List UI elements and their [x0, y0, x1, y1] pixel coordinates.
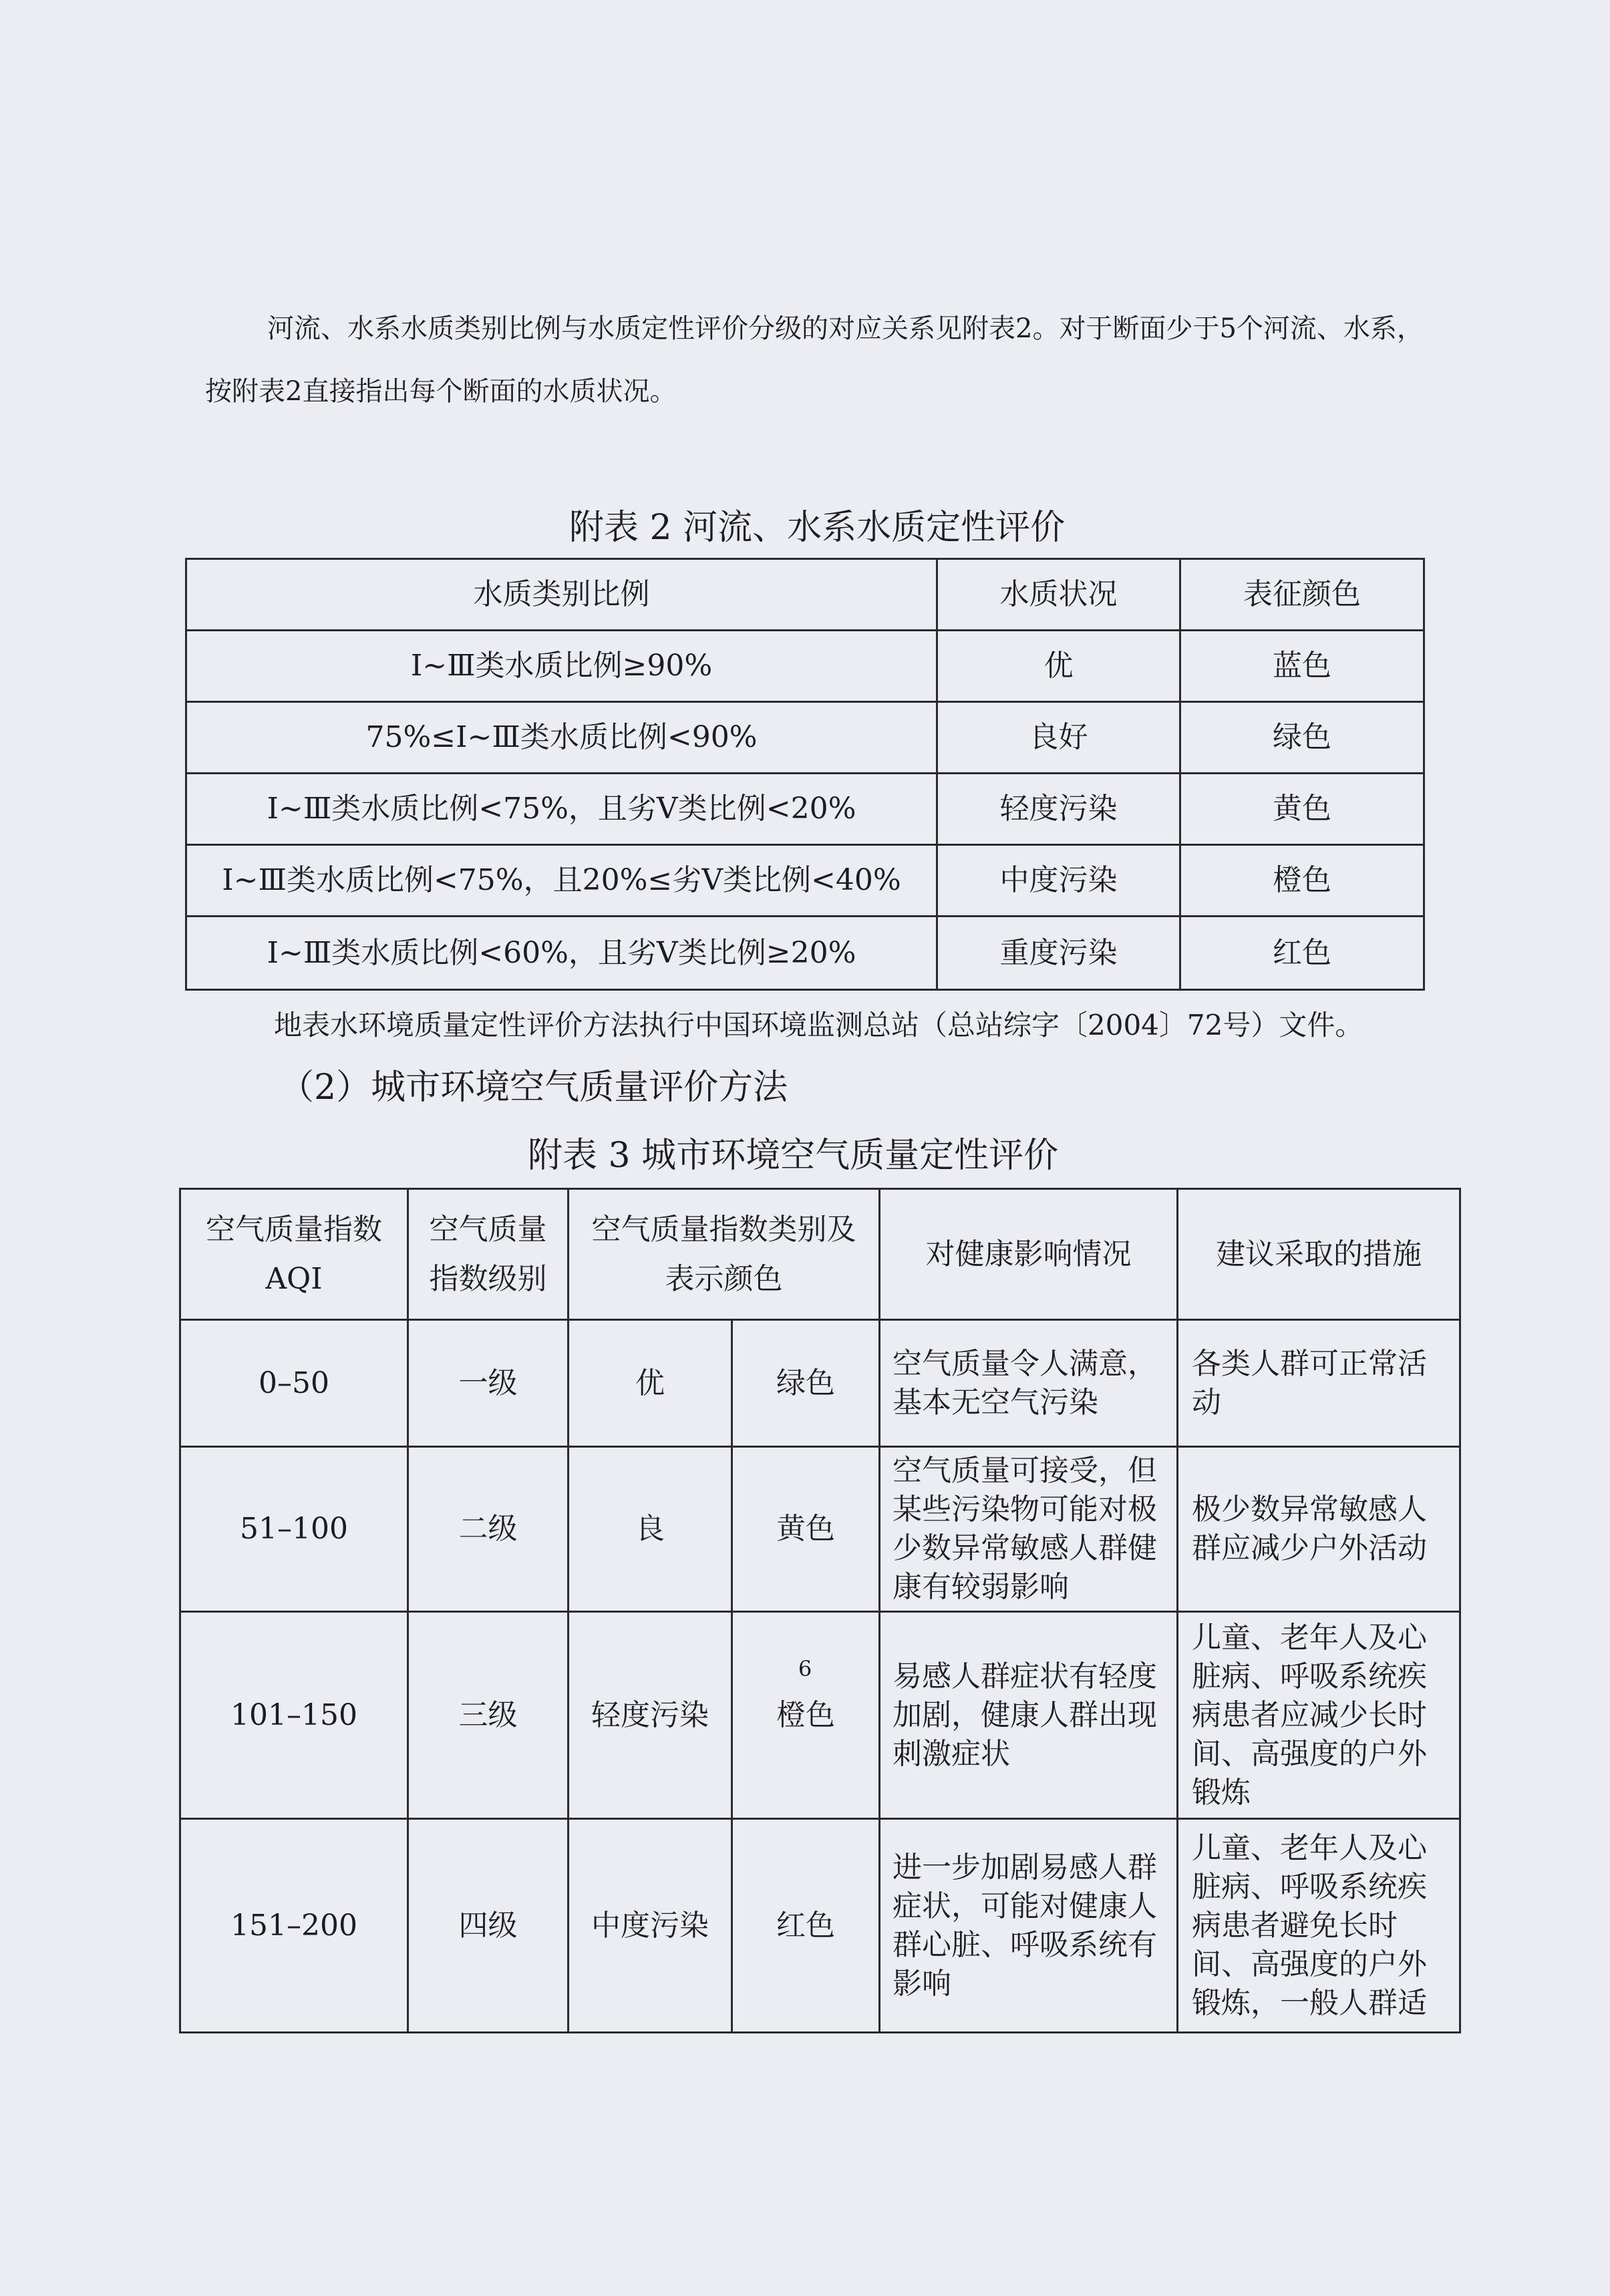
section-heading: （2）城市环境空气质量评价方法: [279, 1068, 788, 1108]
table2-cell-status: 优: [937, 631, 1180, 702]
table3-header-aqi: [180, 1189, 408, 1320]
table3-header-category: [569, 1189, 880, 1320]
table3-cell-level: 三级: [408, 1612, 569, 1819]
table3-cell-aqi: 0–50: [180, 1320, 408, 1447]
table3-cell-category: 优: [569, 1320, 732, 1447]
table2-header-color: 表征颜色: [1180, 559, 1424, 631]
table2-cell-ratio: Ⅰ~Ⅲ类水质比例<75%，且劣Ⅴ类比例<20%: [186, 774, 937, 845]
water-quality-table: [185, 558, 1425, 991]
header-aqi-line2: AQI: [265, 1261, 323, 1296]
table-row: [180, 1612, 1460, 1819]
table3-caption: 附表 3 城市环境空气质量定性评价: [528, 1136, 1059, 1176]
table2-cell-ratio: 75%≤Ⅰ~Ⅲ类水质比例<90%: [186, 702, 937, 774]
table2-header-row: [186, 559, 1424, 631]
table3-header-level: [408, 1189, 569, 1320]
table2-cell-color: 红色: [1180, 917, 1424, 990]
table3-cell-color: 黄色: [732, 1447, 880, 1612]
table3-cell-measures: 极少数异常敏感人群应减少户外活动: [1178, 1447, 1460, 1612]
table2-cell-status: 中度污染: [937, 845, 1180, 917]
table-row: [186, 917, 1424, 990]
table3-cell-measures: 儿童、老年人及心脏病、呼吸系统疾病患者应减少长时间、高强度的户外锻炼: [1178, 1612, 1460, 1819]
table3-header-health: 对健康影响情况: [880, 1189, 1178, 1320]
table3-cell-aqi: 51–100: [180, 1447, 408, 1612]
table-row: [180, 1320, 1460, 1447]
table-row: [186, 702, 1424, 774]
table2-cell-ratio: Ⅰ~Ⅲ类水质比例≥90%: [186, 631, 937, 702]
table3-header-row: [180, 1189, 1460, 1320]
intro-line-1: 河流、水系水质类别比例与水质定性评价分级的对应关系见附表2。对于断面少于5个河流、水系，: [267, 313, 1424, 344]
table-row: [180, 1447, 1460, 1612]
table2-cell-color: 黄色: [1180, 774, 1424, 845]
air-quality-table: [179, 1188, 1461, 2033]
table3-cell-measures: 各类人群可正常活动: [1178, 1320, 1460, 1447]
table3-cell-color: 绿色: [732, 1320, 880, 1447]
header-category-line1: 空气质量指数类别及: [591, 1212, 856, 1247]
table2-cell-status: 良好: [937, 702, 1180, 774]
table3-cell-color: 橙色: [732, 1612, 880, 1819]
header-category-line2: 表示颜色: [665, 1261, 783, 1296]
table3-cell-health: 进一步加剧易感人群症状，可能对健康人群心脏、呼吸系统有影响: [880, 1819, 1178, 2033]
table2-header-status: 水质状况: [937, 559, 1180, 631]
table3-header-measures: 建议采取的措施: [1178, 1189, 1460, 1320]
intro-line-2: 按附表2直接指出每个断面的水质状况。: [205, 376, 677, 407]
table2-cell-ratio: Ⅰ~Ⅲ类水质比例<60%，且劣Ⅴ类比例≥20%: [186, 917, 937, 990]
table-row: [186, 631, 1424, 702]
table3-cell-level: 二级: [408, 1447, 569, 1612]
table3-cell-health: 空气质量令人满意，基本无空气污染: [880, 1320, 1178, 1447]
table3-cell-health: 易感人群症状有轻度加剧，健康人群出现刺激症状: [880, 1612, 1178, 1819]
table-row: [186, 774, 1424, 845]
header-aqi-line1: 空气质量指数: [206, 1212, 382, 1247]
table3-cell-color: 红色: [732, 1819, 880, 2033]
table3-cell-category: 良: [569, 1447, 732, 1612]
table2-cell-color: 橙色: [1180, 845, 1424, 917]
page-number: 6: [798, 1656, 812, 1681]
table3-cell-level: 四级: [408, 1819, 569, 2033]
table2-cell-color: 蓝色: [1180, 631, 1424, 702]
water-method-note: 地表水环境质量定性评价方法执行中国环境监测总站（总站综字〔2004〕72号）文件。: [274, 1009, 1363, 1041]
table3-cell-aqi: 101–150: [180, 1612, 408, 1819]
table2-cell-color: 绿色: [1180, 702, 1424, 774]
table3-cell-category: 轻度污染: [569, 1612, 732, 1819]
table2-cell-status: 轻度污染: [937, 774, 1180, 845]
table3-cell-level: 一级: [408, 1320, 569, 1447]
table2-caption: 附表 2 河流、水系水质定性评价: [569, 508, 1066, 548]
header-level-line2: 指数级别: [429, 1261, 547, 1296]
table2-header-ratio: 水质类别比例: [186, 559, 937, 631]
header-level-line1: 空气质量: [429, 1212, 547, 1247]
table2-cell-ratio: Ⅰ~Ⅲ类水质比例<75%，且20%≤劣Ⅴ类比例<40%: [186, 845, 937, 917]
table3-cell-health: 空气质量可接受，但某些污染物可能对极少数异常敏感人群健康有较弱影响: [880, 1447, 1178, 1612]
table-row: [180, 1819, 1460, 2033]
table3-cell-category: 中度污染: [569, 1819, 732, 2033]
table3-cell-measures: 儿童、老年人及心脏病、呼吸系统疾病患者避免长时间、高强度的户外锻炼，一般人群适: [1178, 1819, 1460, 2033]
table2-cell-status: 重度污染: [937, 917, 1180, 990]
table-row: [186, 845, 1424, 917]
table3-cell-aqi: 151–200: [180, 1819, 408, 2033]
